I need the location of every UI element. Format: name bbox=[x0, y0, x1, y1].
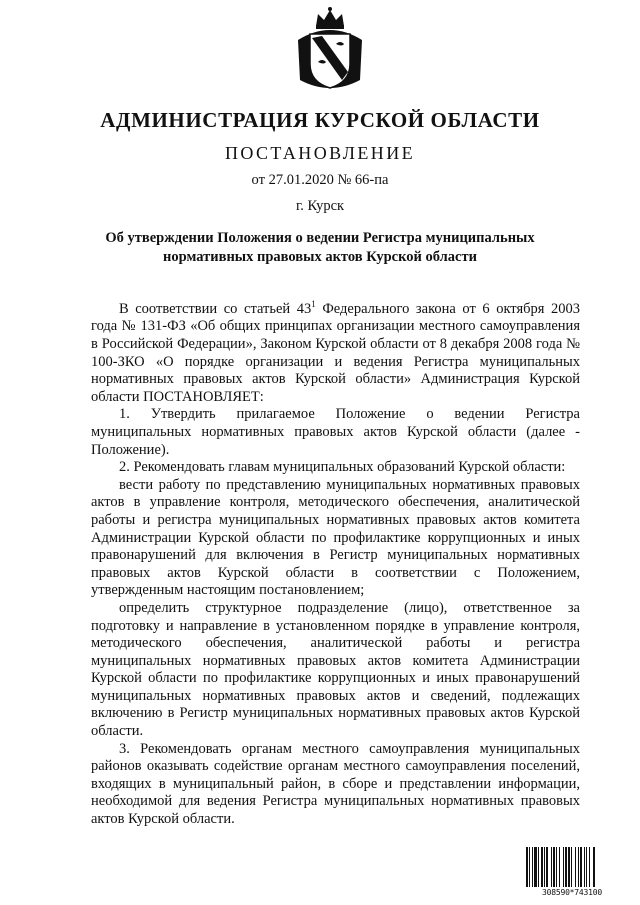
paragraph-item-1: 1. Утвердить прилагаемое Положение о ведении Регистра муниципальных нормативных правовых актов Курской области (далее - Положение). bbox=[91, 406, 580, 458]
organization-title: АДМИНИСТРАЦИЯ КУРСКОЙ ОБЛАСТИ bbox=[100, 108, 540, 132]
barcode-number: 308590*743100 bbox=[541, 888, 602, 897]
document-body bbox=[91, 296, 580, 829]
barcode-bar bbox=[595, 847, 596, 887]
heading-line-1: Об утверждении Положения о ведении Регистра муниципальных bbox=[105, 230, 535, 246]
document-type: ПОСТАНОВЛЕНИЕ bbox=[224, 143, 416, 163]
paragraph-preamble bbox=[91, 296, 580, 406]
paragraph-item-2-b: определить структурное подразделение (лицо), ответственное за подготовку и направление в установленном порядке в управление контроля, методического обеспечения, аналитической работы и регистра муниципальных нормативных правовых актов комитета Администрации Курской области по профилактике коррупционных и иных правонарушений муниципальных нормативных правовых актов и сведений, подлежащих включению в Регистр муниципальных нормативных правовых актов Курской области. bbox=[91, 599, 580, 740]
paragraph-item-2: 2. Рекомендовать главам муниципальных образований Курской области: bbox=[119, 459, 566, 476]
heading-line-2: нормативных правовых актов Курской области bbox=[163, 249, 477, 265]
document-city: г. Курск bbox=[295, 198, 345, 214]
paragraph-item-3: 3. Рекомендовать органам местного самоуправления муниципальных районов оказывать содействие органам местного самоуправления поселений, входящих в муниципальный район, в сборе и представлении информации, необходимой для ведения Регистра муниципальных нормативных правовых актов Курской области. bbox=[91, 740, 580, 828]
article-superscript: 1 bbox=[311, 299, 316, 309]
preamble-text-end: Федерального закона от 6 октября 2003 года № 131-ФЗ «Об общих принципах организации местного самоуправления в Российской Федерации», Законом Курской области от 8 декабря 2008 года № 100-ЗКО «О порядке организации и ведения Регистра муниципальных нормативных правовых актов Курской области» Администрация Курской области ПОСТАНОВЛЯЕТ: bbox=[91, 300, 580, 405]
preamble-text-start: В соответствии со статьей 43 bbox=[119, 300, 312, 317]
barcode bbox=[526, 847, 618, 899]
paragraph-item-2-a: вести работу по представлению муниципальных нормативных правовых актов в управление контроля, методического обеспечения, аналитической работы и регистра муниципальных нормативных правовых актов комитета Администрации Курской области по профилактике коррупционных и иных правонарушений для включения в Регистр муниципальных нормативных правовых актов Курской области в соответствии с Положением, утвержденным настоящим постановлением; bbox=[91, 476, 580, 599]
barcode-bars bbox=[526, 847, 618, 887]
coat-of-arms-icon bbox=[292, 6, 368, 92]
document-number: от 27.01.2020 № 66-па bbox=[251, 172, 389, 188]
document-heading bbox=[80, 229, 560, 267]
